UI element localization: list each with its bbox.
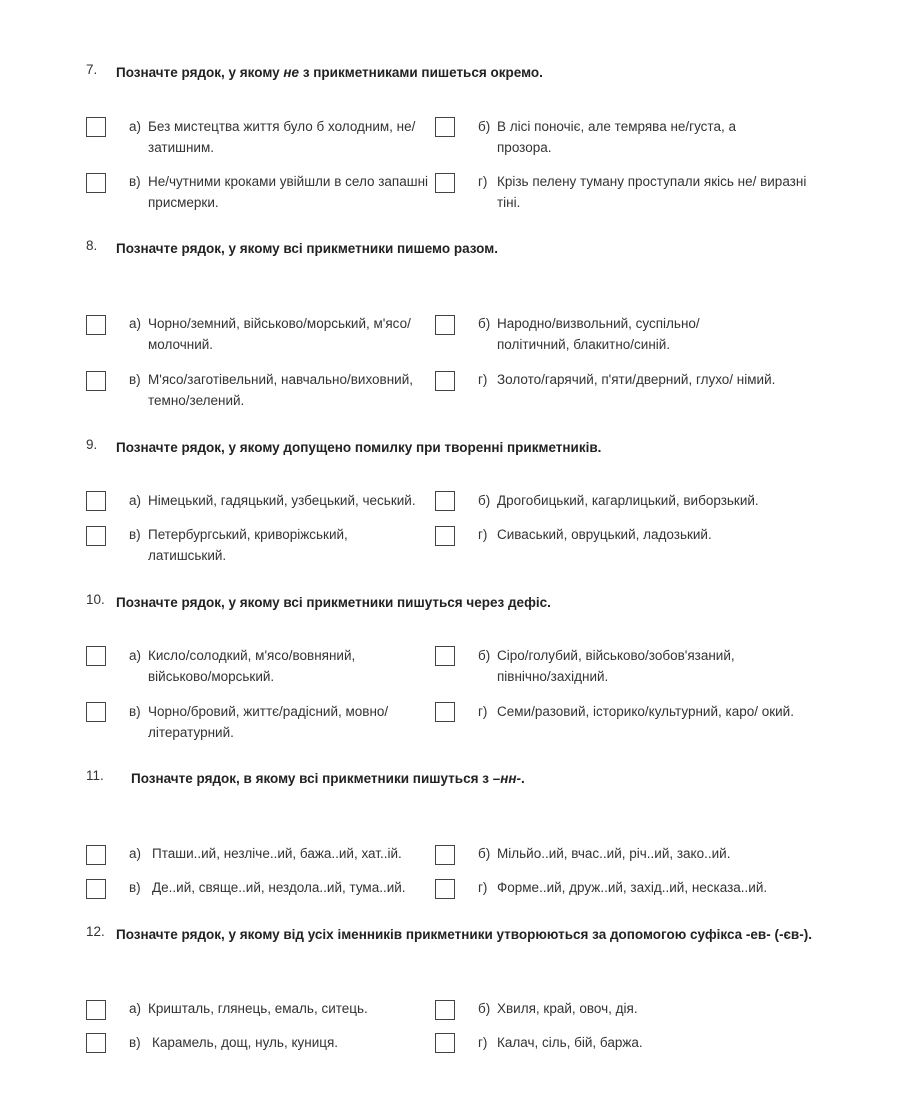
question-number: 7. — [86, 62, 98, 77]
checkbox-11c[interactable] — [86, 879, 106, 899]
question-prompt: Позначте рядок, у якому допущено помилку при творенні прикметників. — [116, 440, 602, 455]
option-12b: б) Хвиля, край, овоч, дія. — [478, 1001, 638, 1016]
question-number: 9. — [86, 437, 98, 452]
question-prompt: Позначте рядок, у якому від усіх іменників прикметники утворюються за допомогою суфікса -ев- (-єв-). — [116, 927, 812, 942]
checkbox-7a[interactable] — [86, 117, 106, 137]
checkbox-10b[interactable] — [435, 646, 455, 666]
checkbox-7b[interactable] — [435, 117, 455, 137]
option-7c: в) Не/чутними кроками увійшли в село запашні присмерки. — [129, 174, 429, 210]
checkbox-12b[interactable] — [435, 1000, 455, 1020]
checkbox-7d[interactable] — [435, 173, 455, 193]
checkbox-9c[interactable] — [86, 526, 106, 546]
question-prompt: Позначте рядок, у якому всі прикметники пишемо разом. — [116, 241, 498, 256]
checkbox-12a[interactable] — [86, 1000, 106, 1020]
question-prompt: Позначте рядок, у якому не з прикметниками пишеться окремо. — [116, 65, 543, 80]
option-9b: б) Дрогобицький, кагарлицький, виборзький. — [478, 493, 759, 508]
checkbox-11a[interactable] — [86, 845, 106, 865]
checkbox-8a[interactable] — [86, 315, 106, 335]
checkbox-12d[interactable] — [435, 1033, 455, 1053]
option-10b: б) Сіро/голубий, військово/зобов'язаний, північно/західний. — [478, 648, 735, 684]
checkbox-10c[interactable] — [86, 702, 106, 722]
option-9a: а) Німецький, гадяцький, узбецький, чеський. — [129, 493, 416, 508]
question-number: 8. — [86, 238, 98, 253]
option-10d: г) Семи/разовий, історико/культурний, каро/ окий. — [478, 704, 794, 719]
checkbox-11d[interactable] — [435, 879, 455, 899]
option-8a: а) Чорно/земний, військово/морський, м'ясо/ молочний. — [129, 316, 411, 352]
option-11d: г) Форме..ий, друж..ий, захід..ий, несказа..ий. — [478, 880, 768, 895]
question-prompt: Позначте рядок, у якому всі прикметники пишуться через дефіс. — [116, 595, 551, 610]
option-12a: а) Кришталь, глянець, емаль, ситець. — [129, 1001, 368, 1016]
checkbox-10a[interactable] — [86, 646, 106, 666]
question-number: 12. — [86, 924, 105, 939]
option-11b: б) Мільйо..ий, вчас..ий, річ..ий, зако..ий. — [478, 846, 731, 861]
option-12c: в) Карамель, дощ, нуль, куниця. — [129, 1035, 339, 1050]
checkbox-11b[interactable] — [435, 845, 455, 865]
checkbox-12c[interactable] — [86, 1033, 106, 1053]
option-8c: в) М'ясо/заготівельний, навчально/виховний, темно/зелений. — [129, 372, 414, 408]
option-11a: а) Пташи..ий, незліче..ий, бажа..ий, хат..ій. — [129, 846, 402, 861]
checkbox-9b[interactable] — [435, 491, 455, 511]
option-12d: г) Калач, сіль, бій, баржа. — [478, 1035, 643, 1050]
option-11c: в) Де..ий, свяще..ий, нездола..ий, тума..ий. — [129, 880, 406, 895]
option-8d: г) Золото/гарячий, п'яти/дверний, глухо/ німий. — [478, 372, 776, 387]
checkbox-10d[interactable] — [435, 702, 455, 722]
checkbox-7c[interactable] — [86, 173, 106, 193]
checkbox-8d[interactable] — [435, 371, 455, 391]
option-10c: в) Чорно/бровий, життє/радісний, мовно/ літературний. — [129, 704, 389, 740]
question-number: 10. — [86, 592, 105, 607]
option-7a: а) Без мистецтва життя було б холодним, не/ затишним. — [129, 119, 416, 155]
option-7b: б) В лісі поночіє, але темрява не/густа, а прозора. — [478, 119, 736, 155]
option-10a: а) Кисло/солодкий, м'ясо/вовняний, військово/морський. — [129, 648, 356, 684]
checkbox-8b[interactable] — [435, 315, 455, 335]
option-9d: г) Сиваський, овруцький, ладозький. — [478, 527, 712, 542]
question-prompt: Позначте рядок, в якому всі прикметники пишуться з –нн-. — [131, 771, 525, 786]
option-7d: г) Крізь пелену туману проступали якісь не/ виразні тіні. — [478, 174, 807, 210]
option-9c: в) Петербургський, криворіжський, латишський. — [129, 527, 348, 563]
question-number: 11. — [86, 768, 104, 783]
checkbox-9a[interactable] — [86, 491, 106, 511]
checkbox-9d[interactable] — [435, 526, 455, 546]
checkbox-8c[interactable] — [86, 371, 106, 391]
option-8b: б) Народно/визвольний, суспільно/ політичний, блакитно/синій. — [478, 316, 700, 352]
